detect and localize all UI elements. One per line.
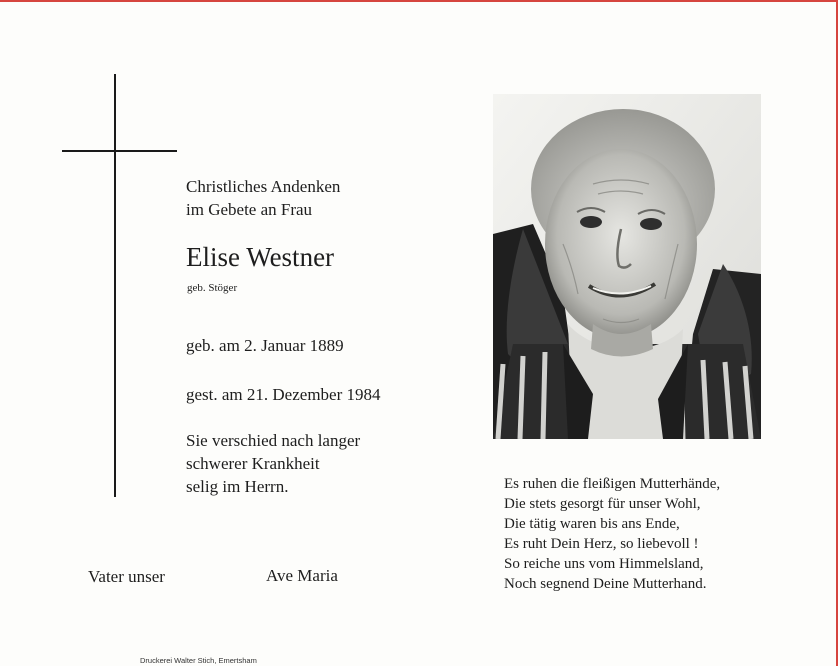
passing-line: selig im Herrn. — [186, 477, 289, 496]
death-date: gest. am 21. Dezember 1984 — [186, 385, 381, 404]
passing-line: Sie verschied nach langer — [186, 431, 361, 450]
poem-line: Die stets gesorgt für unser Wohl, — [504, 496, 701, 512]
portrait-illustration — [493, 94, 761, 439]
poem-line: So reiche uns vom Himmelsland, — [504, 556, 704, 572]
cross-horizontal-beam — [62, 150, 177, 152]
poem-line: Es ruht Dein Herz, so liebevoll ! — [504, 536, 699, 552]
passing-line: schwerer Krankheit — [186, 454, 320, 473]
prayer-vater-unser: Vater unser — [88, 567, 165, 586]
poem-line: Es ruhen die fleißigen Mutterhände, — [504, 476, 721, 492]
intro-line: Christliches Andenken — [186, 177, 341, 196]
poem-line: Die tätig waren bis ans Ende, — [504, 516, 680, 532]
maiden-name: geb. Stöger — [187, 282, 238, 294]
poem-line: Noch segnend Deine Mutterhand. — [504, 576, 707, 592]
intro-line: im Gebete an Frau — [186, 200, 313, 219]
passing-text — [186, 429, 360, 498]
cross-vertical-beam — [114, 74, 116, 497]
portrait-photo — [493, 94, 761, 439]
printer-credit: Druckerei Walter Stich, Emertsham — [140, 656, 257, 665]
deceased-name: Elise Westner — [186, 242, 335, 272]
birth-date: geb. am 2. Januar 1889 — [186, 336, 344, 355]
poem — [504, 474, 720, 594]
prayer-ave-maria: Ave Maria — [266, 566, 338, 585]
intro-text — [186, 175, 340, 221]
